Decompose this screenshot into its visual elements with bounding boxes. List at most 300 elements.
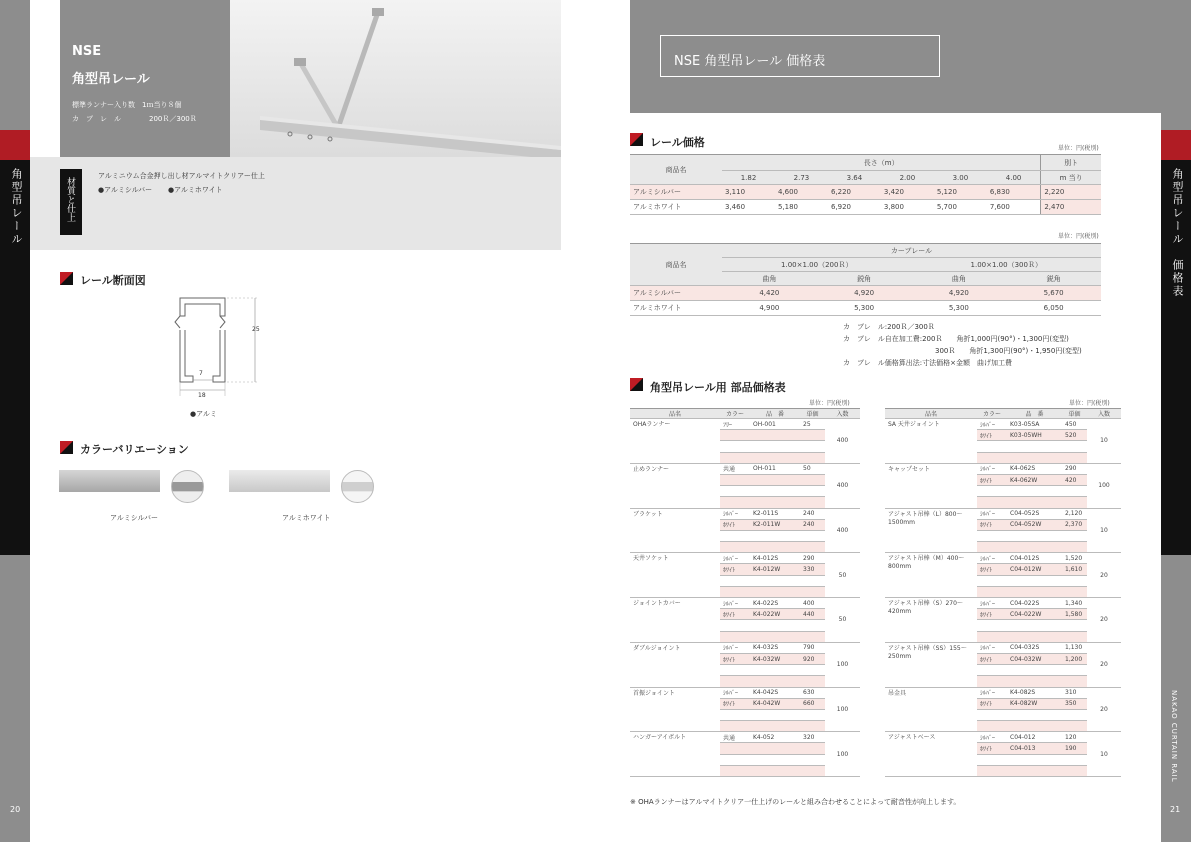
part-cell: 120 [1062, 732, 1087, 743]
part-cell [1007, 530, 1062, 541]
part-name: キャップセット [885, 463, 977, 508]
rail-length-header: 長さ（m） [722, 155, 1041, 171]
part-cell: K03-05WH [1007, 430, 1062, 441]
part-cell: 1,200 [1062, 653, 1087, 664]
rail-photo-illustration [230, 0, 561, 157]
table-row [885, 642, 1121, 653]
part-cell [750, 542, 800, 553]
rail-price-table [630, 154, 1101, 215]
part-cell [800, 452, 825, 463]
part-cell: 440 [800, 609, 825, 620]
part-qty: 50 [825, 553, 860, 598]
part-cell: K2-011S [750, 508, 800, 519]
rail-sample-white [229, 470, 330, 492]
part-cell [977, 497, 1007, 508]
part-qty: 20 [1087, 598, 1121, 643]
table-row [885, 687, 1121, 698]
swatch-white [341, 470, 374, 503]
part-cell [750, 430, 800, 441]
right-header-title: NSE 角型吊レール 価格表 [674, 54, 826, 69]
part-cell: ﾎﾜｲﾄ [720, 698, 750, 709]
parts-header-cell: 単価 [800, 409, 825, 419]
part-qty: 10 [1087, 419, 1121, 464]
part-qty: 400 [825, 419, 860, 464]
part-cell: C04-013 [1007, 743, 1062, 754]
part-cell: 50 [800, 463, 825, 474]
curve-unit: 単位：円(税別) [1058, 233, 1099, 240]
color-option-1: ●アルミシルバー [98, 186, 153, 194]
table-row [630, 508, 860, 519]
part-cell [750, 497, 800, 508]
part-cell [1007, 452, 1062, 463]
part-cell: ﾎﾜｲﾄ [720, 609, 750, 620]
part-cell [977, 665, 1007, 676]
variant-silver-label: アルミシルバー [110, 514, 159, 522]
part-cell: 520 [1062, 430, 1087, 441]
part-cell: ﾎﾜｲﾄ [720, 564, 750, 575]
table-row [630, 419, 860, 430]
part-cell [720, 452, 750, 463]
table-row [630, 687, 860, 698]
part-cell: C04-012S [1007, 553, 1062, 564]
part-cell: K4-012S [750, 553, 800, 564]
rail-product-header: 商品名 [630, 155, 722, 185]
part-cell [800, 430, 825, 441]
right-page-number: 21 [1170, 805, 1181, 814]
hero-spec-line1: 標準ランナー入り数 1ｍ当り８個 [72, 101, 182, 109]
part-qty: 20 [1087, 687, 1121, 732]
part-cell [1007, 709, 1062, 720]
right-header-band [630, 0, 1161, 113]
material-spec-band [30, 157, 561, 250]
part-cell: ｼﾙﾊﾞｰ [977, 598, 1007, 609]
part-cell [977, 575, 1007, 586]
parts-header-cell: 品 番 [1007, 409, 1062, 419]
part-cell [1062, 586, 1087, 597]
cross-caption: ●アルミ [190, 410, 217, 418]
part-cell [977, 620, 1007, 631]
part-cell: ﾌﾘｰ [720, 419, 750, 430]
part-cell [1062, 441, 1087, 452]
len-3: 3.64 [828, 171, 881, 185]
part-cell [1007, 754, 1062, 765]
part-qty: 100 [825, 732, 860, 777]
dim-height: 25 [252, 326, 260, 333]
part-cell: K4-042S [750, 687, 800, 698]
part-cell [1007, 542, 1062, 553]
part-cell: ｼﾙﾊﾞｰ [977, 419, 1007, 430]
part-qty: 100 [825, 642, 860, 687]
table-row [885, 732, 1121, 743]
table-row [885, 419, 1121, 430]
part-cell: K4-082S [1007, 687, 1062, 698]
part-cell [800, 754, 825, 765]
part-cell [800, 765, 825, 776]
per-sub: m 当り [1041, 171, 1101, 185]
part-cell: K4-032W [750, 653, 800, 664]
part-cell: K4-062W [1007, 474, 1062, 485]
part-cell [1007, 765, 1062, 776]
part-cell [720, 486, 750, 497]
part-cell: 1,610 [1062, 564, 1087, 575]
part-cell [720, 497, 750, 508]
right-side-label-bottom: NAKAO CURTAIN RAIL [1170, 690, 1178, 783]
part-cell: C04-022S [1007, 598, 1062, 609]
part-cell [750, 452, 800, 463]
part-cell [800, 497, 825, 508]
table-row [630, 642, 860, 653]
part-cell [977, 754, 1007, 765]
part-cell: C04-012W [1007, 564, 1062, 575]
part-qty: 400 [825, 463, 860, 508]
part-cell: K4-062S [1007, 463, 1062, 474]
material-text: アルミニウム合金押し出し材アルマイトクリアー仕上 [98, 172, 265, 180]
curve-price-table: 商品名 カーブレール 1.00×1.00（200Ｒ） 1.00×1.00（300Ｒ） 曲角 鋭角 曲角 鋭角 アルミシルバー 4,420 4,920 4,920 5,670 アルミホワイト 4,900 5,300 5,300 6,050 [630, 243, 1101, 316]
part-cell [800, 665, 825, 676]
part-cell: ﾎﾜｲﾄ [977, 474, 1007, 485]
len-2: 2.73 [775, 171, 828, 185]
rail-per-header: 別ト [1041, 155, 1101, 171]
part-cell [977, 486, 1007, 497]
part-cell: 190 [1062, 743, 1087, 754]
part-cell [720, 586, 750, 597]
table-row: アルミシルバー 4,420 4,920 4,920 5,670 [630, 286, 1101, 301]
part-cell [800, 542, 825, 553]
part-cell [977, 709, 1007, 720]
part-cell: K4-022S [750, 598, 800, 609]
part-cell: ｼﾙﾊﾞｰ [977, 508, 1007, 519]
section-icon [60, 272, 73, 285]
parts-header-cell: 入数 [825, 409, 860, 419]
part-cell [1062, 676, 1087, 687]
part-cell [720, 620, 750, 631]
part-cell [720, 721, 750, 732]
part-cell: 共通 [720, 732, 750, 743]
part-cell: K4-012W [750, 564, 800, 575]
parts-title: 角型吊レール用 部品価格表 [650, 381, 786, 394]
part-cell: ﾎﾜｲﾄ [720, 519, 750, 530]
part-cell: ｼﾙﾊﾞｰ [977, 463, 1007, 474]
part-cell: ﾎﾜｲﾄ [977, 609, 1007, 620]
part-cell [750, 665, 800, 676]
part-cell [750, 474, 800, 485]
part-cell: ｼﾙﾊﾞｰ [977, 687, 1007, 698]
curve-size-2: 1.00×1.00（300Ｒ） [912, 258, 1102, 272]
part-cell: 240 [800, 508, 825, 519]
parts-table [885, 408, 1121, 777]
part-cell: ｼﾙﾊﾞｰ [720, 642, 750, 653]
part-cell [750, 743, 800, 754]
part-cell [720, 665, 750, 676]
part-cell [750, 765, 800, 776]
part-cell [750, 575, 800, 586]
parts-header-cell: 品名 [630, 409, 720, 419]
part-cell [977, 721, 1007, 732]
part-cell [977, 676, 1007, 687]
len-1: 1.82 [722, 171, 775, 185]
part-cell [1062, 452, 1087, 463]
part-cell: ｼﾙﾊﾞｰ [720, 508, 750, 519]
part-cell [750, 620, 800, 631]
part-name: 首振ジョイント [630, 687, 720, 732]
table-row [630, 598, 860, 609]
part-name: アジャスト吊棒（L）800〜1500mm [885, 508, 977, 553]
curve-note-2: カ ブレ ル自在加工費:200Ｒ 角折1,000円(90°)・1,300円(変型) [843, 335, 1069, 343]
part-cell [800, 474, 825, 485]
part-cell [750, 754, 800, 765]
part-cell: 1,520 [1062, 553, 1087, 564]
len-6: 4.00 [987, 171, 1041, 185]
part-cell [720, 441, 750, 452]
part-cell: K03-05SA [1007, 419, 1062, 430]
part-cell [720, 765, 750, 776]
footnote: ※ OHAランナーはアルマイトクリア一仕上げのレールと組み合わせることによって耐音性が向上します。 [630, 798, 961, 806]
part-qty: 50 [825, 598, 860, 643]
right-side-label-top: 角型吊レール 価格表 [1171, 168, 1184, 298]
part-cell [1007, 441, 1062, 452]
color-option-2: ●アルミホワイト [168, 186, 223, 194]
table-row [885, 508, 1121, 519]
part-cell [800, 530, 825, 541]
part-name: ジョイントカバー [630, 598, 720, 643]
part-name: アジャスト吊棒（M）400〜800mm [885, 553, 977, 598]
part-cell: 2,120 [1062, 508, 1087, 519]
part-cell [800, 743, 825, 754]
table-row [630, 463, 860, 474]
part-cell: 790 [800, 642, 825, 653]
part-cell [750, 530, 800, 541]
table-row [885, 463, 1121, 474]
cross-section-title: レール断面図 [80, 274, 146, 287]
part-name: ハンガーアイボルト [630, 732, 720, 777]
part-cell: 330 [800, 564, 825, 575]
parts-header-cell: 入数 [1087, 409, 1121, 419]
part-name: OHAランナー [630, 419, 720, 464]
part-cell [720, 542, 750, 553]
left-page-number: 20 [10, 805, 21, 814]
part-qty: 400 [825, 508, 860, 553]
part-cell [750, 486, 800, 497]
part-cell [720, 530, 750, 541]
part-cell [977, 530, 1007, 541]
part-cell [1007, 486, 1062, 497]
part-cell [1062, 530, 1087, 541]
parts-header-cell: カラー [977, 409, 1007, 419]
part-cell: ﾎﾜｲﾄ [977, 519, 1007, 530]
part-cell [1007, 631, 1062, 642]
parts-unit-right: 単位：円(税別) [1069, 400, 1110, 407]
parts-table-left [630, 408, 860, 777]
part-cell [800, 441, 825, 452]
part-cell [720, 709, 750, 720]
section-icon [630, 378, 643, 391]
parts-header-cell: 品名 [885, 409, 977, 419]
part-cell: ﾎﾜｲﾄ [720, 653, 750, 664]
part-cell: OH-001 [750, 419, 800, 430]
rail-photo [230, 0, 561, 157]
part-cell: 630 [800, 687, 825, 698]
part-cell [800, 721, 825, 732]
part-name: 天井ソケット [630, 553, 720, 598]
part-cell: ﾎﾜｲﾄ [977, 430, 1007, 441]
part-cell [1062, 497, 1087, 508]
part-cell: 240 [800, 519, 825, 530]
len-5: 3.00 [934, 171, 987, 185]
rail-unit: 単位：円(税別) [1058, 145, 1099, 152]
part-cell [720, 754, 750, 765]
part-cell [1062, 486, 1087, 497]
part-name: ダブルジョイント [630, 642, 720, 687]
part-name: 吊金具 [885, 687, 977, 732]
table-row [885, 553, 1121, 564]
part-name: SA 天井ジョイント [885, 419, 977, 464]
part-qty: 20 [1087, 553, 1121, 598]
part-cell: C04-052W [1007, 519, 1062, 530]
part-cell: C04-012 [1007, 732, 1062, 743]
part-cell: ﾎﾜｲﾄ [977, 698, 1007, 709]
part-cell [750, 709, 800, 720]
part-cell [750, 586, 800, 597]
table-row [630, 553, 860, 564]
part-cell [800, 575, 825, 586]
part-cell [750, 441, 800, 452]
hero-spec-line2: カ ブ レ ル 200Ｒ／300Ｒ [72, 115, 197, 123]
part-cell: 350 [1062, 698, 1087, 709]
part-cell: 1,130 [1062, 642, 1087, 653]
part-cell [977, 441, 1007, 452]
part-qty: 100 [1087, 463, 1121, 508]
part-name: アジャストベース [885, 732, 977, 777]
curve-size-1: 1.00×1.00（200Ｒ） [722, 258, 912, 272]
part-cell: K4-032S [750, 642, 800, 653]
part-name: アジャスト吊棒（SS）155〜250mm [885, 642, 977, 687]
part-cell [800, 709, 825, 720]
section-icon [630, 133, 643, 146]
part-cell [800, 586, 825, 597]
parts-table [630, 408, 860, 777]
part-cell [1062, 665, 1087, 676]
part-cell [1062, 765, 1087, 776]
part-cell: ﾎﾜｲﾄ [977, 743, 1007, 754]
curve-header: カーブレール [722, 244, 1101, 258]
part-cell [750, 721, 800, 732]
part-cell [1062, 754, 1087, 765]
part-cell [800, 486, 825, 497]
part-cell [800, 676, 825, 687]
part-cell [977, 631, 1007, 642]
parts-table-right [885, 408, 1121, 777]
part-cell: C04-052S [1007, 508, 1062, 519]
part-name: 止めランナー [630, 463, 720, 508]
hero-title: 角型吊レール [72, 72, 150, 87]
part-name: アジャスト吊棒（S）270〜420mm [885, 598, 977, 643]
section-icon [60, 441, 73, 454]
len-4: 2.00 [881, 171, 934, 185]
table-row: アルミホワイト 4,900 5,300 5,300 6,050 [630, 301, 1101, 316]
part-cell: ﾎﾜｲﾄ [977, 564, 1007, 575]
rail-sample-silver [59, 470, 160, 492]
cross-section-diagram [165, 290, 275, 420]
part-cell: ｼﾙﾊﾞｰ [977, 553, 1007, 564]
part-cell [1062, 709, 1087, 720]
part-qty: 10 [1087, 508, 1121, 553]
part-cell: K4-052 [750, 732, 800, 743]
material-tag: 材質と仕上 [60, 169, 82, 235]
part-cell: K4-022W [750, 609, 800, 620]
part-cell: 320 [800, 732, 825, 743]
part-cell: ｼﾙﾊﾞｰ [720, 598, 750, 609]
part-cell [720, 430, 750, 441]
rail-price-title: レール価格 [650, 136, 705, 149]
curve-note-4: カ ブレ ル価格算出法:寸法価格×金額 曲げ加工費 [843, 359, 1012, 367]
hero-brand: NSE [72, 44, 102, 59]
part-cell [977, 586, 1007, 597]
part-cell: 920 [800, 653, 825, 664]
dim-inner: 7 [199, 370, 203, 377]
part-cell: ｼﾙﾊﾞｰ [720, 553, 750, 564]
parts-header-cell: 品 番 [750, 409, 800, 419]
color-variation-title: カラーバリエーション [80, 443, 189, 456]
part-cell [800, 631, 825, 642]
right-side-strip [1161, 0, 1191, 842]
part-cell [1007, 721, 1062, 732]
part-cell [1007, 620, 1062, 631]
part-cell: C04-032W [1007, 653, 1062, 664]
curve-product-header: 商品名 [630, 244, 722, 286]
part-cell: K2-011W [750, 519, 800, 530]
left-side-strip [0, 0, 30, 842]
part-cell: 450 [1062, 419, 1087, 430]
part-cell [1007, 586, 1062, 597]
part-cell: 1,580 [1062, 609, 1087, 620]
part-cell [720, 575, 750, 586]
curve-note-1: カ ブレ ル:200Ｒ／300Ｒ [843, 323, 935, 331]
part-cell: C04-022W [1007, 609, 1062, 620]
part-cell: 2,370 [1062, 519, 1087, 530]
part-cell: ｼﾙﾊﾞｰ [977, 732, 1007, 743]
part-cell: 420 [1062, 474, 1087, 485]
part-cell: ｼﾙﾊﾞｰ [720, 687, 750, 698]
variant-white-label: アルミホワイト [282, 514, 331, 522]
part-qty: 20 [1087, 642, 1121, 687]
table-row: アルミホワイト 3,460 5,180 6,920 3,800 5,700 7,600 2,470 [630, 200, 1101, 215]
part-cell: 1,340 [1062, 598, 1087, 609]
part-cell [1062, 721, 1087, 732]
swatch-silver [171, 470, 204, 503]
part-cell: 290 [1062, 463, 1087, 474]
part-cell [720, 474, 750, 485]
part-cell [800, 620, 825, 631]
part-cell: ｼﾙﾊﾞｰ [977, 642, 1007, 653]
parts-unit-left: 単位：円(税別) [809, 400, 850, 407]
part-cell: K4-082W [1007, 698, 1062, 709]
part-cell: K4-042W [750, 698, 800, 709]
part-cell: ﾎﾜｲﾄ [977, 653, 1007, 664]
parts-header-cell: カラー [720, 409, 750, 419]
part-cell: 290 [800, 553, 825, 564]
part-cell [720, 743, 750, 754]
part-cell [1007, 676, 1062, 687]
part-cell [977, 765, 1007, 776]
part-cell [720, 676, 750, 687]
part-cell [1062, 620, 1087, 631]
left-side-label: 角型吊レール [10, 168, 23, 246]
part-cell [1062, 575, 1087, 586]
part-cell [1062, 631, 1087, 642]
table-row [885, 598, 1121, 609]
hero-title-box [60, 0, 230, 157]
dim-width: 18 [198, 392, 206, 399]
